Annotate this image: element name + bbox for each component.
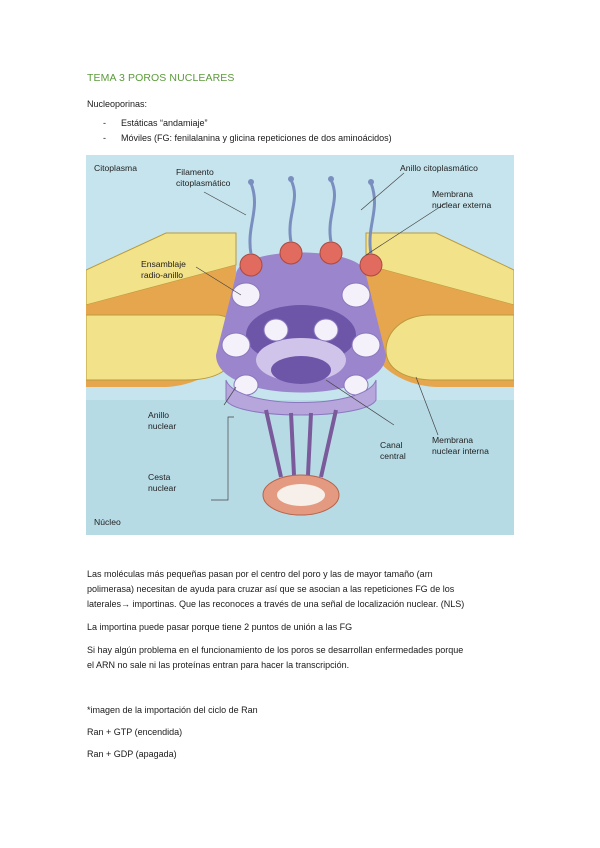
label-filament: Filamento bbox=[176, 167, 214, 177]
label-spoke-ring-2: radio-anillo bbox=[141, 270, 184, 280]
filament-tip bbox=[248, 179, 254, 185]
spoke-bead bbox=[342, 283, 370, 307]
label-outer-membrane-2: nuclear externa bbox=[432, 200, 492, 210]
paragraph-line: laterales→ importinas. Que las reconoces a través de una señal de localización nuclear. (NLS) bbox=[87, 599, 465, 609]
cytoplasmic-ring-bead bbox=[320, 242, 342, 264]
label-basket: Cesta bbox=[148, 472, 171, 482]
inner-membrane-right bbox=[386, 315, 514, 380]
paragraph-line: Ran + GTP (encendida) bbox=[87, 727, 183, 737]
label-nucleus: Núcleo bbox=[94, 517, 121, 527]
label-spoke-ring: Ensamblaje bbox=[141, 259, 186, 269]
intro-text: Nucleoporinas: bbox=[87, 99, 148, 109]
cytoplasmic-ring-bead bbox=[360, 254, 382, 276]
bullet-text: Móviles (FG: fenilalanina y glicina repeticiones de dos aminoácidos) bbox=[121, 133, 392, 143]
central-channel bbox=[271, 356, 331, 384]
label-outer-membrane: Membrana bbox=[432, 189, 474, 199]
paragraph-line: Ran + GDP (apagada) bbox=[87, 749, 177, 759]
paragraph-line: polimerasa) necesitan de ayuda para cruzar así que se asocian a las repeticiones FG de los bbox=[87, 584, 455, 594]
paragraph-line: La importina puede pasar porque tiene 2 puntos de unión a las FG bbox=[87, 622, 353, 632]
paragraph-line: *imagen de la importación del ciclo de Ran bbox=[87, 705, 258, 715]
paragraph-line: el ARN no sale ni las proteínas entran para hacer la transcripción. bbox=[87, 660, 350, 670]
label-central-channel: Canal bbox=[380, 440, 403, 450]
label-inner-membrane: Membrana bbox=[432, 435, 474, 445]
spoke-bead bbox=[222, 333, 250, 357]
bullet-item: - Móviles (FG: fenilalanina y glicina repeticiones de dos aminoácidos) bbox=[103, 133, 392, 143]
cytoplasmic-ring-bead bbox=[240, 254, 262, 276]
paragraph-line: Si hay algún problema en el funcionamiento de los poros se desarrollan enfermedades porque bbox=[87, 645, 464, 655]
basket-ring-hole bbox=[277, 484, 325, 506]
spoke-bead bbox=[352, 333, 380, 357]
label-nuclear-ring-2: nuclear bbox=[148, 421, 177, 431]
page-title: TEMA 3 POROS NUCLEARES bbox=[87, 72, 235, 84]
label-cytoplasm: Citoplasma bbox=[94, 163, 137, 173]
spoke-bead bbox=[232, 283, 260, 307]
label-cytoplasmic-ring: Anillo citoplasmático bbox=[400, 163, 478, 173]
label-inner-membrane-2: nuclear interna bbox=[432, 446, 489, 456]
label-filament-2: citoplasmático bbox=[176, 178, 231, 188]
bullet-text: Estáticas “andamiaje” bbox=[121, 118, 208, 128]
nuclear-pore-diagram bbox=[86, 155, 514, 535]
bullet-item: - Estáticas “andamiaje” bbox=[103, 118, 208, 128]
inner-membrane-left bbox=[86, 315, 236, 380]
spoke-bead bbox=[264, 319, 288, 341]
spoke-bead bbox=[314, 319, 338, 341]
label-central-channel-2: central bbox=[380, 451, 406, 461]
label-basket-2: nuclear bbox=[148, 483, 177, 493]
label-nuclear-ring: Anillo bbox=[148, 410, 170, 420]
filament-tip bbox=[328, 176, 334, 182]
cytoplasmic-ring-bead bbox=[280, 242, 302, 264]
paragraph-line: Las moléculas más pequeñas pasan por el centro del poro y las de mayor tamaño (arn bbox=[87, 569, 433, 579]
filament-tip bbox=[288, 176, 294, 182]
filament-tip bbox=[368, 179, 374, 185]
